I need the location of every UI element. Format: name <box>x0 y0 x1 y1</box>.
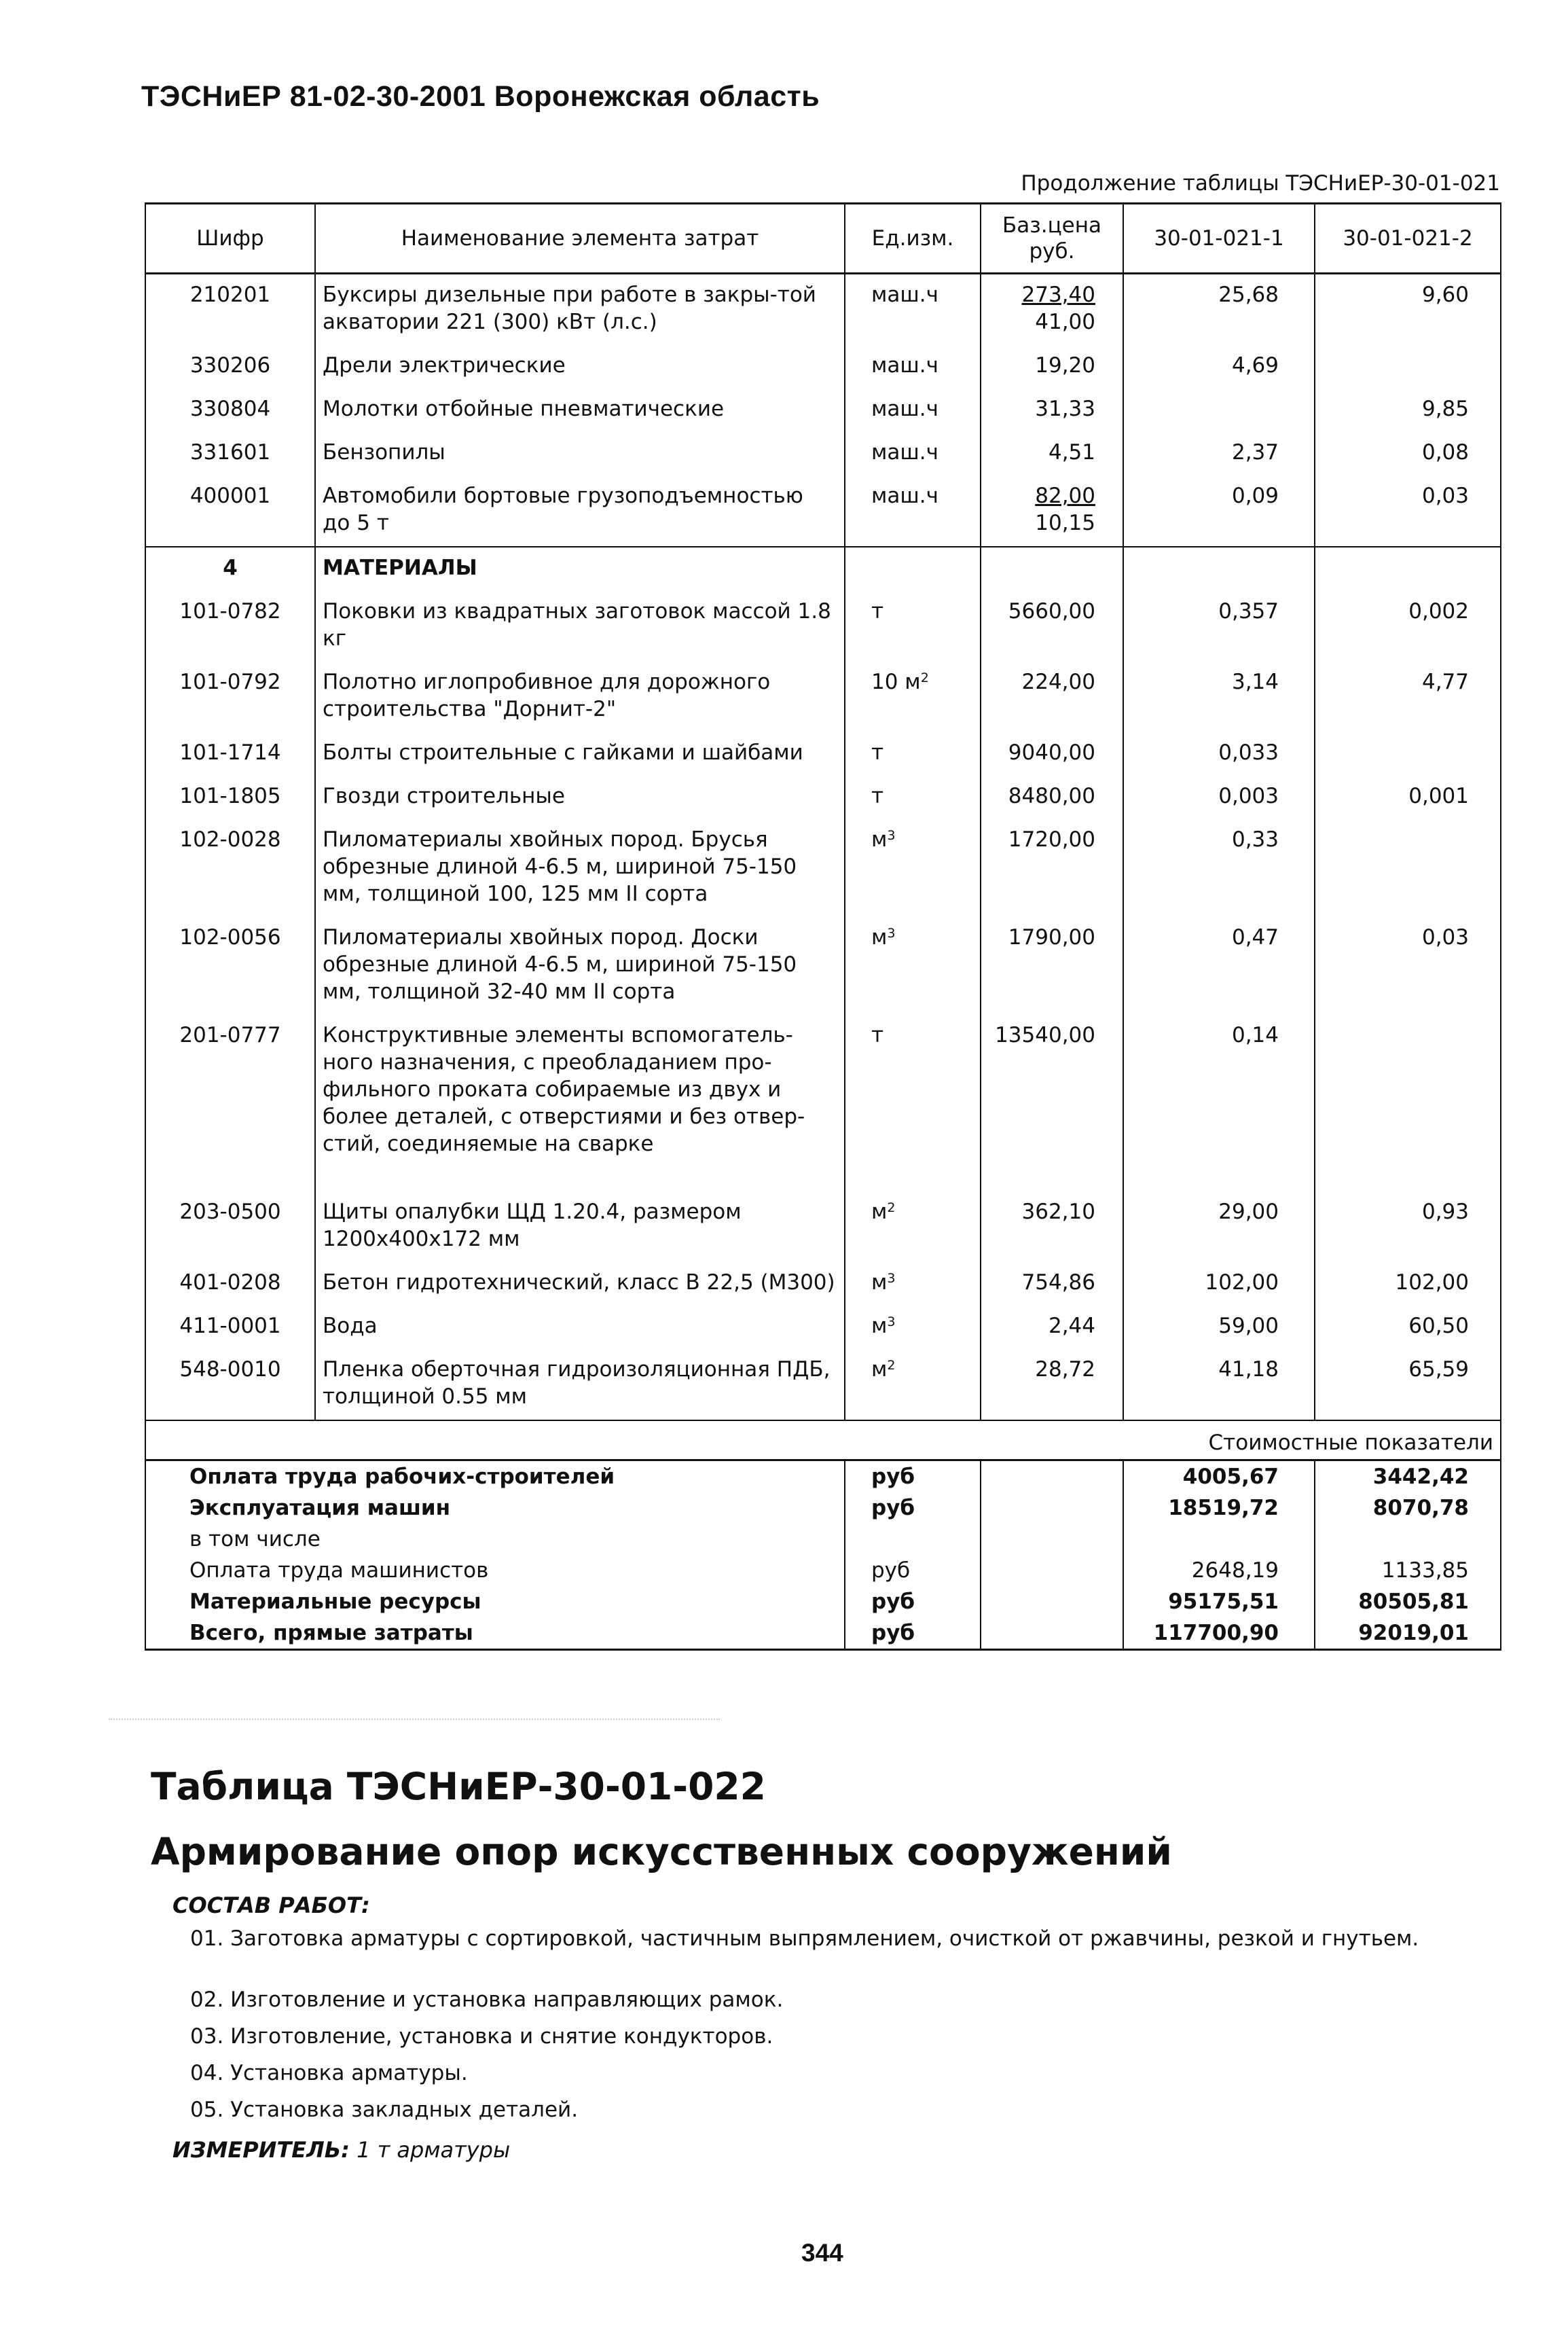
row-norm-1: 0,003 <box>1123 776 1315 819</box>
table-row <box>145 1015 1501 1191</box>
row-unit-exponent: 3 <box>887 1271 896 1286</box>
row-norm-2: 0,03 <box>1315 475 1501 547</box>
row-norm-1: 0,357 <box>1123 591 1315 662</box>
row-unit <box>845 662 981 732</box>
row-price <box>981 345 1123 389</box>
row-code: 101-1805 <box>145 776 315 819</box>
totals-unit: руб <box>845 1460 981 1493</box>
row-code: 548-0010 <box>145 1349 315 1420</box>
totals-empty-cell <box>981 1586 1123 1617</box>
row-unit-base: т <box>871 599 884 624</box>
row-norm-2 <box>1315 819 1501 917</box>
resources-table <box>145 202 1501 1651</box>
row-norm-2 <box>1315 1015 1501 1191</box>
totals-row <box>145 1524 1501 1555</box>
row-code: 102-0028 <box>145 819 315 917</box>
row-norm-1: 0,09 <box>1123 475 1315 547</box>
page-number: 344 <box>801 2239 843 2267</box>
cost-indicators <box>145 1420 1501 1460</box>
row-price: 5660,00 <box>981 591 1123 662</box>
totals-row <box>145 1617 1501 1650</box>
cost-header-row <box>145 1420 1501 1460</box>
row-unit-base: м <box>871 925 888 950</box>
row-price <box>981 432 1123 475</box>
row-price <box>981 475 1123 547</box>
col-header-norm-1: 30-01-021-1 <box>1123 204 1315 274</box>
row-norm-2: 4,77 <box>1315 662 1501 732</box>
row-unit-base: м <box>871 1357 888 1382</box>
machine-rows <box>145 274 1501 547</box>
totals-unit <box>845 1524 981 1555</box>
row-price-secondary: 41,00 <box>1035 310 1095 334</box>
row-name: Щиты опалубки ЩД 1.20.4, размером 1200x400x172 мм <box>315 1191 845 1262</box>
row-unit-exponent: 2 <box>887 1200 896 1215</box>
table-row <box>145 732 1501 776</box>
totals-empty-cell <box>981 1555 1123 1586</box>
row-name: Дрели электрические <box>315 345 845 389</box>
row-unit <box>845 1191 981 1262</box>
row-price-secondary: 10,15 <box>1035 511 1095 535</box>
row-unit-exponent: 2 <box>887 1358 896 1373</box>
row-norm-1: 0,14 <box>1123 1015 1315 1191</box>
row-unit-base: т <box>871 740 884 765</box>
table-row <box>145 432 1501 475</box>
totals-label: Материальные ресурсы <box>145 1586 845 1617</box>
totals-empty-cell <box>981 1524 1123 1555</box>
row-name: Пленка оберточная гидроизоляционная ПДБ, толщиной 0.55 мм <box>315 1349 845 1420</box>
row-norm-1: 102,00 <box>1123 1262 1315 1306</box>
table-row <box>145 345 1501 389</box>
row-unit <box>845 819 981 917</box>
next-table-subtitle: Армирование опор искусственных сооружений <box>151 1830 1172 1873</box>
row-unit: маш.ч <box>845 345 981 389</box>
row-unit <box>845 732 981 776</box>
row-norm-2: 65,59 <box>1315 1349 1501 1420</box>
totals-empty-cell <box>981 1617 1123 1650</box>
row-price-main: 31,33 <box>1035 397 1095 421</box>
row-price-main: 19,20 <box>1035 353 1095 378</box>
row-name: Буксиры дизельные при работе в закры-той акватории 221 (300) кВт (л.с.) <box>315 274 845 346</box>
row-norm-2: 0,93 <box>1315 1191 1501 1262</box>
totals-unit: руб <box>845 1586 981 1617</box>
row-code: 411-0001 <box>145 1306 315 1349</box>
row-name: Бетон гидротехнический, класс В 22,5 (М300) <box>315 1262 845 1306</box>
table-row <box>145 776 1501 819</box>
totals-label: Эксплуатация машин <box>145 1492 845 1524</box>
row-unit <box>845 1015 981 1191</box>
totals-label: Оплата труда машинистов <box>145 1555 845 1586</box>
row-norm-2 <box>1315 732 1501 776</box>
row-price-main: 273,40 <box>1021 283 1095 307</box>
table-row <box>145 389 1501 432</box>
row-price-main: 4,51 <box>1048 440 1095 465</box>
row-code: 330206 <box>145 345 315 389</box>
row-norm-1: 29,00 <box>1123 1191 1315 1262</box>
work-item: 05. Установка закладных деталей. <box>190 2098 579 2122</box>
next-table-title: Таблица ТЭСНиЕР-30-01-022 <box>151 1765 766 1808</box>
work-item: 02. Изготовление и установка направляющих рамок. <box>190 1988 784 2012</box>
row-price: 8480,00 <box>981 776 1123 819</box>
col-header-name: Наименование элемента затрат <box>315 204 845 274</box>
table-row <box>145 662 1501 732</box>
totals-empty-cell <box>981 1492 1123 1524</box>
row-norm-1: 0,33 <box>1123 819 1315 917</box>
row-norm-1: 0,47 <box>1123 917 1315 1015</box>
materials-section <box>145 547 1501 591</box>
row-price: 28,72 <box>981 1349 1123 1420</box>
row-price: 9040,00 <box>981 732 1123 776</box>
totals-unit: руб <box>845 1555 981 1586</box>
row-price <box>981 274 1123 346</box>
row-norm-2: 102,00 <box>1315 1262 1501 1306</box>
totals-norm-1 <box>1123 1524 1315 1555</box>
totals-norm-2: 92019,01 <box>1315 1617 1501 1650</box>
row-name: Бензопилы <box>315 432 845 475</box>
totals-label: в том числе <box>145 1524 845 1555</box>
table-row <box>145 274 1501 346</box>
row-norm-2: 0,03 <box>1315 917 1501 1015</box>
row-price: 13540,00 <box>981 1015 1123 1191</box>
work-item: 03. Изготовление, установка и снятие кондукторов. <box>190 2024 773 2049</box>
col-header-norm-2: 30-01-021-2 <box>1315 204 1501 274</box>
row-name: Поковки из квадратных заготовок массой 1.8 кг <box>315 591 845 662</box>
row-code: 201-0777 <box>145 1015 315 1191</box>
row-unit-exponent: 3 <box>887 828 896 843</box>
row-unit: маш.ч <box>845 274 981 346</box>
totals-row <box>145 1586 1501 1617</box>
row-norm-1: 0,033 <box>1123 732 1315 776</box>
row-norm-1: 59,00 <box>1123 1306 1315 1349</box>
section-code: 4 <box>145 547 315 591</box>
table-header-row <box>145 204 1501 274</box>
section-title: МАТЕРИАЛЫ <box>315 547 845 591</box>
row-name: Вода <box>315 1306 845 1349</box>
totals-rows <box>145 1460 1501 1650</box>
table-row <box>145 1262 1501 1306</box>
table-continuation-label: Продолжение таблицы ТЭСНиЕР-30-01-021 <box>1021 171 1500 196</box>
row-norm-2: 60,50 <box>1315 1306 1501 1349</box>
totals-norm-1: 117700,90 <box>1123 1617 1315 1650</box>
totals-row <box>145 1460 1501 1493</box>
row-code: 401-0208 <box>145 1262 315 1306</box>
row-norm-2: 0,001 <box>1315 776 1501 819</box>
row-unit <box>845 917 981 1015</box>
table-row <box>145 819 1501 917</box>
table-row <box>145 475 1501 547</box>
totals-row <box>145 1492 1501 1524</box>
row-unit-base: т <box>871 1023 884 1047</box>
row-norm-1: 3,14 <box>1123 662 1315 732</box>
row-code: 101-0792 <box>145 662 315 732</box>
faint-divider <box>109 1719 720 1720</box>
measure-label: ИЗМЕРИТЕЛЬ: <box>172 2137 350 2163</box>
cost-header: Стоимостные показатели <box>145 1420 1501 1460</box>
measure-value: 1 т арматуры <box>357 2137 511 2163</box>
row-unit <box>845 591 981 662</box>
work-item: 01. Заготовка арматуры с сортировкой, частичным выпрямлением, очисткой от ржавчины, резкой и гнутьем. <box>190 1926 1419 1951</box>
row-name: Пиломатериалы хвойных пород. Брусья обрезные длиной 4-6.5 м, шириной 75-150 мм, толщиной 100, 125 мм II сорта <box>315 819 845 917</box>
totals-norm-2: 8070,78 <box>1315 1492 1501 1524</box>
table-row <box>145 1191 1501 1262</box>
row-unit-base: м <box>871 1270 888 1295</box>
totals-norm-1: 95175,51 <box>1123 1586 1315 1617</box>
row-code: 102-0056 <box>145 917 315 1015</box>
totals-norm-2: 3442,42 <box>1315 1460 1501 1493</box>
table-row <box>145 591 1501 662</box>
works-label: СОСТАВ РАБОТ: <box>172 1892 370 1918</box>
row-unit-exponent: 3 <box>887 926 896 941</box>
row-norm-2: 9,85 <box>1315 389 1501 432</box>
row-code: 330804 <box>145 389 315 432</box>
totals-unit: руб <box>845 1617 981 1650</box>
row-unit: маш.ч <box>845 432 981 475</box>
row-price: 1720,00 <box>981 819 1123 917</box>
row-name: Молотки отбойные пневматические <box>315 389 845 432</box>
row-norm-2: 0,08 <box>1315 432 1501 475</box>
row-unit-exponent: 3 <box>887 1314 896 1329</box>
row-price: 2,44 <box>981 1306 1123 1349</box>
row-norm-2: 9,60 <box>1315 274 1501 346</box>
totals-norm-2: 80505,81 <box>1315 1586 1501 1617</box>
totals-norm-1: 18519,72 <box>1123 1492 1315 1524</box>
row-code: 101-0782 <box>145 591 315 662</box>
col-header-price: Баз.цена руб. <box>981 204 1123 274</box>
row-unit <box>845 1262 981 1306</box>
row-price-main: 82,00 <box>1035 484 1095 508</box>
row-norm-1: 4,69 <box>1123 345 1315 389</box>
row-price: 754,86 <box>981 1262 1123 1306</box>
row-code: 203-0500 <box>145 1191 315 1262</box>
section-row <box>145 547 1501 591</box>
totals-norm-1: 4005,67 <box>1123 1460 1315 1493</box>
totals-norm-2: 1133,85 <box>1315 1555 1501 1586</box>
totals-empty-cell <box>981 1460 1123 1493</box>
row-norm-1: 25,68 <box>1123 274 1315 346</box>
row-unit: маш.ч <box>845 389 981 432</box>
row-norm-2: 0,002 <box>1315 591 1501 662</box>
row-unit-base: т <box>871 784 884 808</box>
col-header-unit: Ед.изм. <box>845 204 981 274</box>
totals-row <box>145 1555 1501 1586</box>
row-unit-base: м <box>871 1314 888 1338</box>
row-price: 1790,00 <box>981 917 1123 1015</box>
row-unit-exponent: 2 <box>920 670 929 685</box>
row-unit-base: 10 м <box>871 670 921 694</box>
totals-label: Всего, прямые затраты <box>145 1617 845 1650</box>
row-code: 400001 <box>145 475 315 547</box>
row-name: Болты строительные с гайками и шайбами <box>315 732 845 776</box>
totals-norm-1: 2648,19 <box>1123 1555 1315 1586</box>
row-code: 210201 <box>145 274 315 346</box>
totals-label: Оплата труда рабочих-строителей <box>145 1460 845 1493</box>
row-price: 224,00 <box>981 662 1123 732</box>
row-unit <box>845 1349 981 1420</box>
row-unit <box>845 1306 981 1349</box>
document-header: ТЭСНиЕР 81-02-30-2001 Воронежская область <box>141 80 820 113</box>
row-norm-1: 2,37 <box>1123 432 1315 475</box>
row-code: 331601 <box>145 432 315 475</box>
row-name: Гвозди строительные <box>315 776 845 819</box>
work-item: 04. Установка арматуры. <box>190 2061 468 2085</box>
row-code: 101-1714 <box>145 732 315 776</box>
table-row <box>145 917 1501 1015</box>
row-norm-2 <box>1315 345 1501 389</box>
row-name: Пиломатериалы хвойных пород. Доски обрезные длиной 4-6.5 м, шириной 75-150 мм, толщиной 32-40 мм II сорта <box>315 917 845 1015</box>
col-header-code: Шифр <box>145 204 315 274</box>
table-row <box>145 1306 1501 1349</box>
row-unit <box>845 776 981 819</box>
row-name: Автомобили бортовые грузоподъемностью до 5 т <box>315 475 845 547</box>
row-price: 362,10 <box>981 1191 1123 1262</box>
material-rows <box>145 591 1501 1420</box>
totals-unit: руб <box>845 1492 981 1524</box>
row-unit-base: м <box>871 827 888 852</box>
row-norm-1: 41,18 <box>1123 1349 1315 1420</box>
totals-norm-2 <box>1315 1524 1501 1555</box>
row-name: Полотно иглопробивное для дорожного строительства "Дорнит-2" <box>315 662 845 732</box>
row-name: Конструктивные элементы вспомогатель-ного назначения, с преобладанием про-фильного проката собираемые из двух и более деталей, с отверстиями и без отвер-стий, соединяемые на сварке <box>315 1015 845 1191</box>
row-unit: маш.ч <box>845 475 981 547</box>
measure-line <box>172 2137 510 2163</box>
table-row <box>145 1349 1501 1420</box>
row-unit-base: м <box>871 1200 888 1224</box>
row-price <box>981 389 1123 432</box>
row-norm-1 <box>1123 389 1315 432</box>
